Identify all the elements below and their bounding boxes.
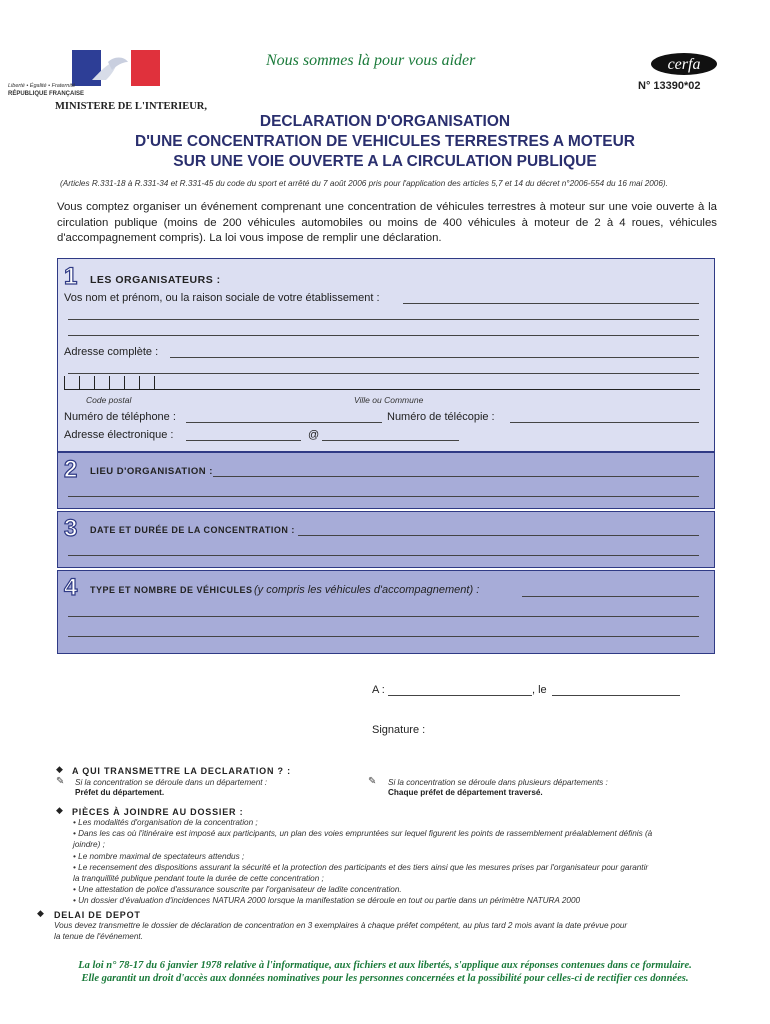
legal-articles: (Articles R.331-18 à R.331-34 et R.331-45 du code du sport et arrêté du 7 août 2006 pris pour l'application des articles 5,7 et 14 du décret n°2006-554 du 16 mai 2006). <box>60 179 668 188</box>
vehicles-field-line-2[interactable] <box>68 616 699 617</box>
transmit-left-recipient: Préfet du département. <box>75 788 165 797</box>
section-vehicles <box>57 570 715 654</box>
pieces-list <box>73 817 723 907</box>
transmit-right-recipient: Chaque préfet de département traversé. <box>388 788 543 797</box>
title-line-3: SUR UNE VOIE OUVERTE A LA CIRCULATION PUBLIQUE <box>173 153 597 170</box>
footer-line-2: Elle garantit un droit d'accès aux données nominatives pour les personnes concernées et la possibilité pour celles-ci de rectifier ces données. <box>81 973 689 984</box>
list-item: la tranquillité publique pendant toute la durée de cette concentration ; <box>73 874 324 884</box>
delai-text-line-2: la tenue de l'événement. <box>54 932 143 941</box>
diamond-bullet-icon: ◆ <box>56 805 63 815</box>
email-user-field[interactable] <box>186 440 301 441</box>
republique-francaise-logo <box>72 50 160 94</box>
name-field-line-3[interactable] <box>68 335 699 336</box>
postal-box-divider <box>64 376 65 390</box>
date-duration-field-line-2[interactable] <box>68 555 699 556</box>
footer-line-1: La loi n° 78-17 du 6 janvier 1978 relative à l'informatique, aux fichiers et aux libertés, s'applique aux réponses contenues dans ce formulaire. <box>78 960 692 971</box>
name-field-line-2[interactable] <box>68 319 699 320</box>
section-heading: LES ORGANISATEURS : <box>90 274 221 286</box>
date-label: , le <box>532 684 547 696</box>
title-line-1: DECLARATION D'ORGANISATION <box>259 113 511 130</box>
place-label: A : <box>372 684 385 696</box>
address-label: Adresse complète : <box>64 346 159 358</box>
address-field[interactable] <box>170 357 699 358</box>
delai-heading: DELAI DE DEPOT <box>54 910 141 920</box>
list-item: • Les modalités d'organisation de la concentration ; <box>73 818 258 827</box>
postal-box-divider <box>79 376 80 390</box>
section-heading: LIEU D'ORGANISATION : <box>90 466 213 477</box>
section-date-duration <box>57 511 715 568</box>
phone-field[interactable] <box>186 422 382 423</box>
list-item: • Une attestation de police d'assurance souscrite par l'organisateur de ladite concentration. <box>73 885 402 895</box>
section-heading: DATE ET DURÉE DE LA CONCENTRATION : <box>90 525 295 535</box>
section-number: 1 <box>64 263 78 290</box>
ministry-name: MINISTERE DE L'INTERIEUR, <box>55 101 207 112</box>
pieces-heading: PIÈCES À JOINDRE AU DOSSIER : <box>72 807 244 817</box>
location-field-line-2[interactable] <box>68 496 699 497</box>
list-item: • Un dossier d'évaluation d'incidences NATURA 2000 lorsque la manifestation se déroule en tout ou partie dans un périmètre NATURA 2000 <box>73 896 581 906</box>
section-heading: TYPE ET NOMBRE DE VÉHICULES <box>90 585 253 595</box>
section-organisers <box>57 258 715 452</box>
section-subheading: (y compris les véhicules d'accompagnement) : <box>254 584 480 596</box>
vehicles-field-line-3[interactable] <box>68 636 699 637</box>
signature-label: Signature : <box>372 724 426 736</box>
postal-box-divider <box>154 376 155 390</box>
phone-label: Numéro de téléphone : <box>64 411 176 423</box>
diamond-bullet-icon: ◆ <box>37 908 44 918</box>
at-sign: @ <box>308 429 320 441</box>
tagline: Nous sommes là pour vous aider <box>266 52 476 69</box>
transmit-right-condition: Si la concentration se déroule dans plusieurs départements : <box>388 778 608 787</box>
cerfa-logo-text: cerfa <box>667 56 701 73</box>
postal-box-divider <box>94 376 95 390</box>
cerfa-number: N° 13390*02 <box>638 80 701 92</box>
pencil-icon: ✎ <box>56 776 65 787</box>
diamond-bullet-icon: ◆ <box>56 764 63 774</box>
location-field[interactable] <box>213 476 699 477</box>
vehicles-field[interactable] <box>522 596 699 597</box>
list-item: • Dans les cas où l'itinéraire est imposé aux participants, un plan des voies empruntées sur lequel figurent les points de rassemblement préalablement définis (à <box>73 829 653 839</box>
logo-motto: Liberté • Égalité • Fraternité <box>8 83 76 89</box>
address-field-line-2[interactable] <box>68 373 699 374</box>
transmit-left-condition: Si la concentration se déroule dans un département : <box>75 778 268 787</box>
marianne-flag-icon <box>72 50 160 86</box>
name-field[interactable] <box>403 303 699 304</box>
section-number: 3 <box>64 515 78 542</box>
email-label: Adresse électronique : <box>64 429 174 441</box>
postal-box-divider <box>124 376 125 390</box>
list-item: • Le recensement des dispositions assurant la sécurité et la protection des participants et des tiers ainsi que les mesures prises par l'organisateur pour garantir <box>73 862 649 872</box>
postal-code-caption: Code postal <box>86 395 132 405</box>
list-item: joindre) ; <box>73 840 105 850</box>
section-location <box>57 452 715 509</box>
place-field[interactable] <box>388 695 532 696</box>
email-domain-field[interactable] <box>322 440 459 441</box>
postal-box-divider <box>139 376 140 390</box>
title-line-2: D'UNE CONCENTRATION DE VEHICULES TERRESTRES A MOTEUR <box>135 133 635 150</box>
date-field[interactable] <box>552 695 680 696</box>
delai-text-line-1: Vous devez transmettre le dossier de déclaration de concentration en 3 exemplaires à chaque préfet compétent, au plus tard 2 mois avant la date prévue pour <box>54 921 628 930</box>
intro-paragraph: Vous comptez organiser un événement comprenant une concentration de véhicules terrestres à moteur sur une voie ouverte à la circulation publique (moins de 200 véhicules automobiles ou moins de 400 véhicules à moteur de 2 à 4 roues, véhicules d'accompagnement compris). La loi vous impose de remplir une déclaration. <box>57 201 717 244</box>
name-label: Vos nom et prénom, ou la raison sociale de votre établissement : <box>64 292 380 304</box>
postal-city-field[interactable] <box>64 389 700 390</box>
date-duration-field[interactable] <box>298 535 699 536</box>
fax-label: Numéro de télécopie : <box>387 411 495 423</box>
cerfa-logo <box>650 52 718 76</box>
postal-box-divider <box>109 376 110 390</box>
section-number: 2 <box>64 456 78 483</box>
pencil-icon: ✎ <box>368 776 377 787</box>
fax-field[interactable] <box>510 422 699 423</box>
city-caption: Ville ou Commune <box>354 395 424 405</box>
logo-republic: RÉPUBLIQUE FRANÇAISE <box>8 91 85 97</box>
section-number: 4 <box>64 574 78 601</box>
list-item: • Le nombre maximal de spectateurs attendus ; <box>73 851 245 861</box>
transmit-heading: A QUI TRANSMETTRE LA DECLARATION ? : <box>72 766 291 776</box>
